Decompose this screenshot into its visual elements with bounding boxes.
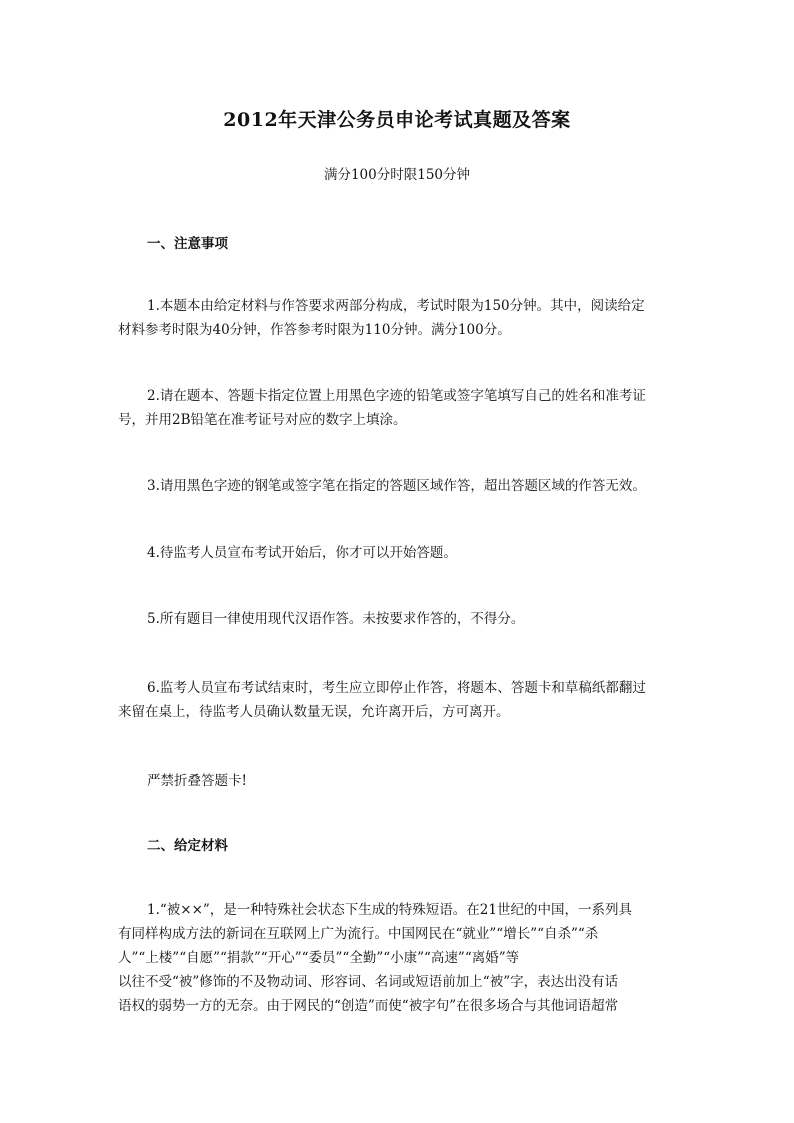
notice-item-1-line-2: 材料参考时限为40分钟，作答参考时限为110分钟。满分100分。	[118, 322, 511, 338]
notice-item-4	[118, 541, 678, 565]
material-line-1: 1.“被××”，是一种特殊社会状态下生成的特殊短语。在21世纪的中国，一系列具	[147, 902, 632, 918]
notice-item-3	[118, 474, 678, 498]
material-line-4: 以往不受“被”修饰的不及物动词、形容词、名词或短语前加上“被”字，表达出没有话	[118, 974, 619, 990]
material-line-2: 有同样构成方法的新词在互联网上广为流行。中国网民在“就业”“增长”“自杀”“杀	[118, 926, 599, 942]
notice-item-5	[118, 607, 678, 631]
page-subtitle: 满分100分时限150分钟	[323, 167, 471, 183]
notice-item-2	[118, 384, 678, 432]
notice-item-6	[118, 676, 678, 724]
notice-item-2-line-1: 2.请在题本、答题卡指定位置上用黑色字迹的铅笔或签字笔填写自己的姓名和准考证	[147, 388, 646, 404]
material-line-5: 语权的弱势一方的无奈。由于网民的“创造”而使“被字句”在很多场合与其他词语超常	[118, 998, 619, 1014]
notice-item-3-line-1: 3.请用黑色字迹的钢笔或签字笔在指定的答题区域作答，超出答题区域的作答无效。	[147, 478, 646, 494]
notice-item-6-line-2: 来留在桌上，待监考人员确认数量无误，允许离开后，方可离开。	[118, 704, 510, 720]
material-paragraph-1	[118, 898, 678, 1018]
page-title: 2012年天津公务员申论考试真题及答案	[223, 109, 571, 131]
warning-text: 严禁折叠答题卡!	[147, 773, 247, 789]
notice-item-1	[118, 294, 678, 342]
notice-item-6-line-1: 6.监考人员宣布考试结束时，考生应立即停止作答，将题本、答题卡和草稿纸都翻过	[147, 680, 646, 696]
notice-item-1-line-1: 1.本题本由给定材料与作答要求两部分构成，考试时限为150分钟。其中，阅读给定	[147, 298, 645, 314]
notice-item-2-line-2: 号，并用2B铅笔在准考证号对应的数字上填涂。	[118, 412, 407, 428]
section-heading-materials: 二、给定材料	[147, 838, 228, 854]
material-line-3: 人”“上楼”“自愿”“捐款”“开心”“委员”“全勤”“小康”“高速”“离婚”等	[118, 950, 520, 966]
section-heading-notes: 一、注意事项	[147, 236, 228, 252]
notice-item-4-line-1: 4.待监考人员宣布考试开始后，你才可以开始答题。	[147, 545, 457, 561]
notice-item-5-line-1: 5.所有题目一律使用现代汉语作答。未按要求作答的，不得分。	[147, 611, 525, 627]
